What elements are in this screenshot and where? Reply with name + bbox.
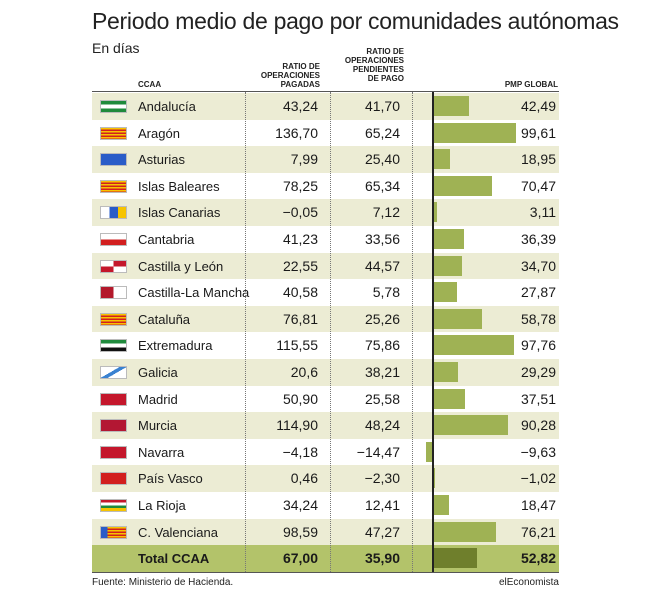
table-row bbox=[92, 173, 559, 200]
table-row bbox=[92, 359, 559, 386]
region-name: Total CCAA bbox=[138, 551, 210, 567]
header-pagadas: RATIO DE OPERACIONES PAGADAS bbox=[260, 62, 320, 89]
column-divider bbox=[245, 92, 246, 572]
ratio-pagadas-value: 20,6 bbox=[290, 364, 318, 380]
table-row bbox=[92, 306, 559, 333]
ratio-pagadas-value: −0,05 bbox=[282, 204, 318, 221]
pmp-value: 29,29 bbox=[520, 364, 556, 380]
table-bottom-rule bbox=[92, 572, 559, 573]
source-note: Fuente: Ministerio de Hacienda. bbox=[92, 577, 234, 588]
ratio-pagadas-value: 7,99 bbox=[290, 151, 318, 168]
region-name: Castilla-La Mancha bbox=[138, 285, 250, 301]
baleares-flag-icon bbox=[100, 180, 127, 193]
table-row bbox=[92, 492, 559, 519]
ratio-pendientes-value: 75,86 bbox=[364, 337, 400, 354]
pmp-value: 99,61 bbox=[520, 124, 556, 141]
region-name: Galicia bbox=[138, 365, 178, 380]
pmp-value: 97,76 bbox=[520, 337, 556, 354]
pmp-value: 34,70 bbox=[520, 257, 556, 274]
canarias-flag-icon bbox=[100, 206, 127, 219]
ratio-pagadas-value: 50,90 bbox=[282, 390, 318, 407]
table-row bbox=[92, 519, 559, 546]
castilla-la-mancha-flag-icon bbox=[100, 286, 127, 299]
pmp-value: 18,47 bbox=[520, 497, 556, 513]
region-name: Islas Canarias bbox=[138, 205, 221, 221]
valenciana-flag-icon bbox=[100, 526, 127, 539]
pmp-value: 52,82 bbox=[520, 550, 556, 567]
pmp-bar bbox=[434, 335, 514, 355]
pmp-bar bbox=[434, 282, 457, 302]
table-row bbox=[92, 439, 559, 466]
column-divider bbox=[330, 92, 331, 572]
aragon-flag-icon bbox=[100, 127, 127, 140]
pmp-bar bbox=[434, 522, 496, 542]
pmp-bar bbox=[434, 149, 450, 169]
table-row bbox=[92, 93, 559, 120]
region-name: Aragón bbox=[138, 125, 180, 141]
chart-subtitle: En días bbox=[92, 40, 140, 56]
ratio-pagadas-value: 40,58 bbox=[282, 284, 318, 301]
ratio-pendientes-value: 7,12 bbox=[372, 204, 400, 221]
ratio-pagadas-value: 0,46 bbox=[290, 470, 318, 487]
ratio-pagadas-value: 78,25 bbox=[282, 177, 318, 194]
ratio-pagadas-value: 67,00 bbox=[282, 550, 318, 567]
ratio-pendientes-value: 35,90 bbox=[364, 550, 400, 567]
pmp-bar bbox=[434, 176, 492, 196]
header-pendientes: RATIO DE OPERACIONES PENDIENTES DE PAGO bbox=[344, 47, 404, 83]
ratio-pendientes-value: 48,24 bbox=[364, 417, 400, 434]
ratio-pendientes-value: −2,30 bbox=[364, 470, 400, 487]
cataluna-flag-icon bbox=[100, 313, 127, 326]
pmp-value: 3,11 bbox=[529, 204, 556, 221]
total-row bbox=[92, 545, 559, 572]
asturias-flag-icon bbox=[100, 153, 127, 166]
pmp-bar bbox=[434, 495, 449, 515]
table-row bbox=[92, 412, 559, 439]
ratio-pagadas-value: 22,55 bbox=[282, 257, 318, 274]
pmp-value: 18,95 bbox=[520, 151, 556, 168]
table-row bbox=[92, 465, 559, 492]
region-name: Castilla y León bbox=[138, 258, 224, 274]
pmp-value: −1,02 bbox=[520, 470, 556, 487]
table-row bbox=[92, 120, 559, 147]
pmp-bar bbox=[434, 415, 508, 435]
region-name: Extremadura bbox=[138, 338, 213, 354]
table-row bbox=[92, 226, 559, 253]
ratio-pendientes-value: 25,26 bbox=[364, 310, 400, 327]
ratio-pendientes-value: 38,21 bbox=[364, 364, 400, 380]
ratio-pendientes-value: 65,34 bbox=[364, 177, 400, 194]
pmp-bar bbox=[434, 309, 482, 329]
ratio-pendientes-value: 25,40 bbox=[364, 151, 400, 168]
region-name: Andalucía bbox=[138, 99, 196, 114]
pmp-value: 27,87 bbox=[520, 284, 556, 301]
pmp-bar bbox=[434, 548, 477, 568]
region-name: Murcia bbox=[138, 418, 178, 434]
chart-title: Periodo medio de pago por comunidades autónomas bbox=[92, 8, 619, 34]
pmp-bar bbox=[434, 229, 464, 249]
murcia-flag-icon bbox=[100, 419, 127, 432]
castilla-leon-flag-icon bbox=[100, 260, 127, 273]
pmp-bar bbox=[434, 256, 462, 276]
region-name: C. Valenciana bbox=[138, 524, 218, 540]
region-name: Cantabria bbox=[138, 232, 195, 247]
region-name: Cataluña bbox=[138, 311, 191, 327]
region-name: País Vasco bbox=[138, 471, 203, 487]
navarra-flag-icon bbox=[100, 446, 127, 459]
ratio-pagadas-value: 98,59 bbox=[282, 523, 318, 540]
ratio-pagadas-value: 115,55 bbox=[276, 337, 318, 354]
region-name: Asturias bbox=[138, 152, 185, 168]
brand-credit: elEconomista bbox=[498, 577, 559, 588]
ratio-pendientes-value: 65,24 bbox=[364, 124, 400, 141]
pmp-bar bbox=[434, 202, 437, 222]
pmp-value: 90,28 bbox=[520, 417, 556, 434]
region-name: Madrid bbox=[138, 391, 178, 407]
table-row bbox=[92, 279, 559, 306]
column-divider bbox=[412, 92, 413, 572]
ratio-pagadas-value: 76,81 bbox=[282, 310, 318, 327]
andalucia-flag-icon bbox=[100, 100, 127, 113]
ratio-pendientes-value: 41,70 bbox=[364, 98, 400, 114]
ratio-pagadas-value: −4,18 bbox=[282, 443, 318, 460]
ratio-pagadas-value: 34,24 bbox=[282, 497, 318, 513]
ratio-pagadas-value: 41,23 bbox=[282, 231, 318, 247]
pmp-bar bbox=[434, 96, 469, 116]
ratio-pendientes-value: 5,78 bbox=[372, 284, 400, 301]
ratio-pendientes-value: 25,58 bbox=[364, 390, 400, 407]
ratio-pagadas-value: 136,70 bbox=[275, 124, 318, 141]
galicia-flag-icon bbox=[100, 366, 127, 379]
pmp-value: 42,49 bbox=[520, 98, 556, 114]
pmp-bar bbox=[434, 389, 465, 409]
pmp-value: −9,63 bbox=[520, 443, 556, 460]
pmp-value: 58,78 bbox=[520, 310, 556, 327]
region-name: Islas Baleares bbox=[138, 178, 220, 194]
table-row bbox=[92, 386, 559, 413]
cantabria-flag-icon bbox=[100, 233, 127, 246]
ratio-pagadas-value: 43,24 bbox=[282, 98, 318, 114]
table-row bbox=[92, 253, 559, 280]
ratio-pendientes-value: −14,47 bbox=[356, 443, 400, 460]
madrid-flag-icon bbox=[100, 393, 127, 406]
bar-zero-axis bbox=[432, 92, 434, 572]
pmp-bar bbox=[434, 123, 516, 143]
ratio-pendientes-value: 33,56 bbox=[364, 231, 400, 247]
pmp-value: 70,47 bbox=[520, 177, 556, 194]
extremadura-flag-icon bbox=[100, 339, 127, 352]
ratio-pendientes-value: 44,57 bbox=[364, 257, 400, 274]
pmp-value: 37,51 bbox=[520, 390, 556, 407]
ratio-pendientes-value: 12,41 bbox=[364, 497, 400, 513]
region-name: La Rioja bbox=[138, 498, 186, 513]
table-row bbox=[92, 332, 559, 359]
region-name: Navarra bbox=[138, 444, 185, 460]
ratio-pagadas-value: 114,90 bbox=[276, 417, 318, 434]
pmp-value: 76,21 bbox=[520, 523, 556, 540]
table-row bbox=[92, 146, 559, 173]
pmp-value: 36,39 bbox=[520, 231, 556, 247]
ratio-pendientes-value: 47,27 bbox=[364, 523, 400, 540]
pmp-bar bbox=[434, 362, 458, 382]
header-pmp: PMP GLOBAL bbox=[504, 80, 558, 89]
table-row bbox=[92, 199, 559, 226]
table-top-rule bbox=[92, 91, 559, 92]
pais-vasco-flag-icon bbox=[100, 472, 127, 485]
la-rioja-flag-icon bbox=[100, 499, 127, 512]
header-ccaa: CCAA bbox=[138, 80, 162, 89]
